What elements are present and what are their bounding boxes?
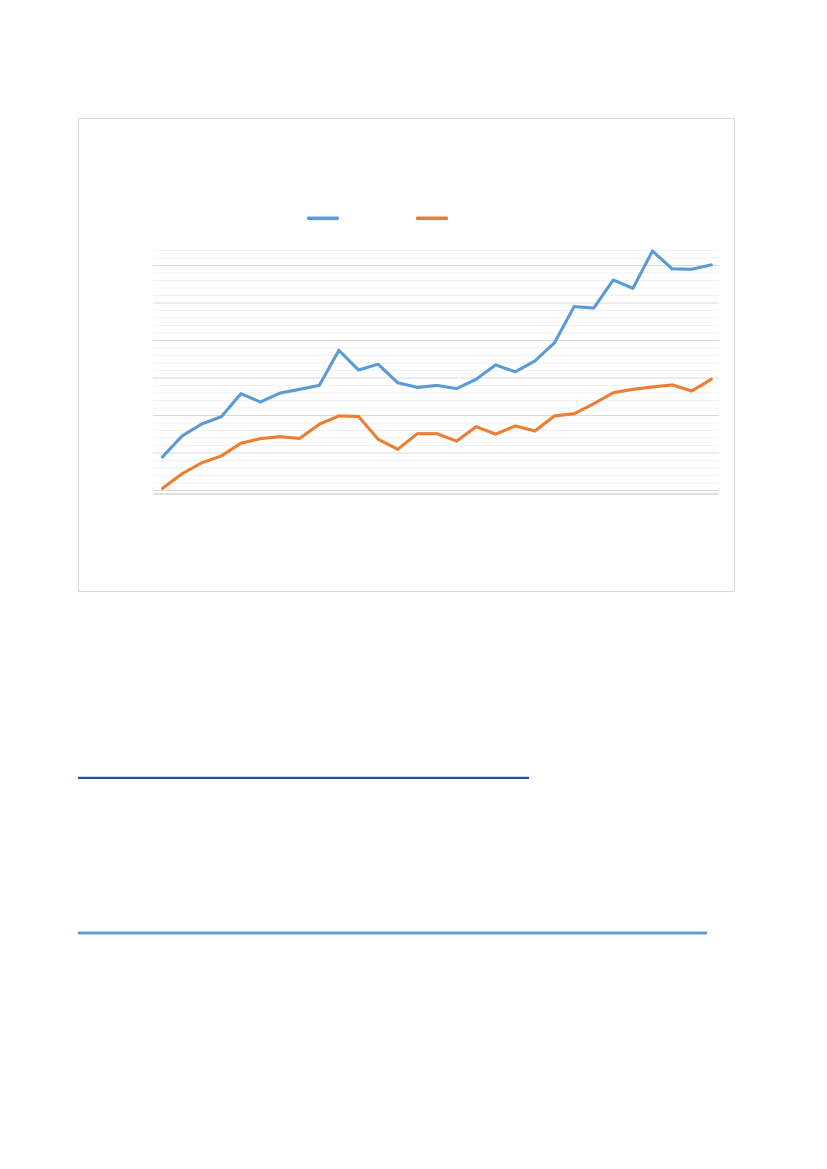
series-line-blue <box>163 251 712 457</box>
rule-highlight <box>78 934 707 935</box>
heading-rule-dark-blue <box>78 776 529 779</box>
chart-canvas <box>79 119 734 591</box>
orange-series-swatch <box>416 217 448 221</box>
blue-series-swatch <box>307 217 339 221</box>
rule-line <box>78 777 529 779</box>
line-chart[interactable] <box>78 118 735 592</box>
chart-legend <box>307 217 448 221</box>
heading-rule-light-blue <box>78 931 707 935</box>
gridlines-major <box>153 266 719 491</box>
